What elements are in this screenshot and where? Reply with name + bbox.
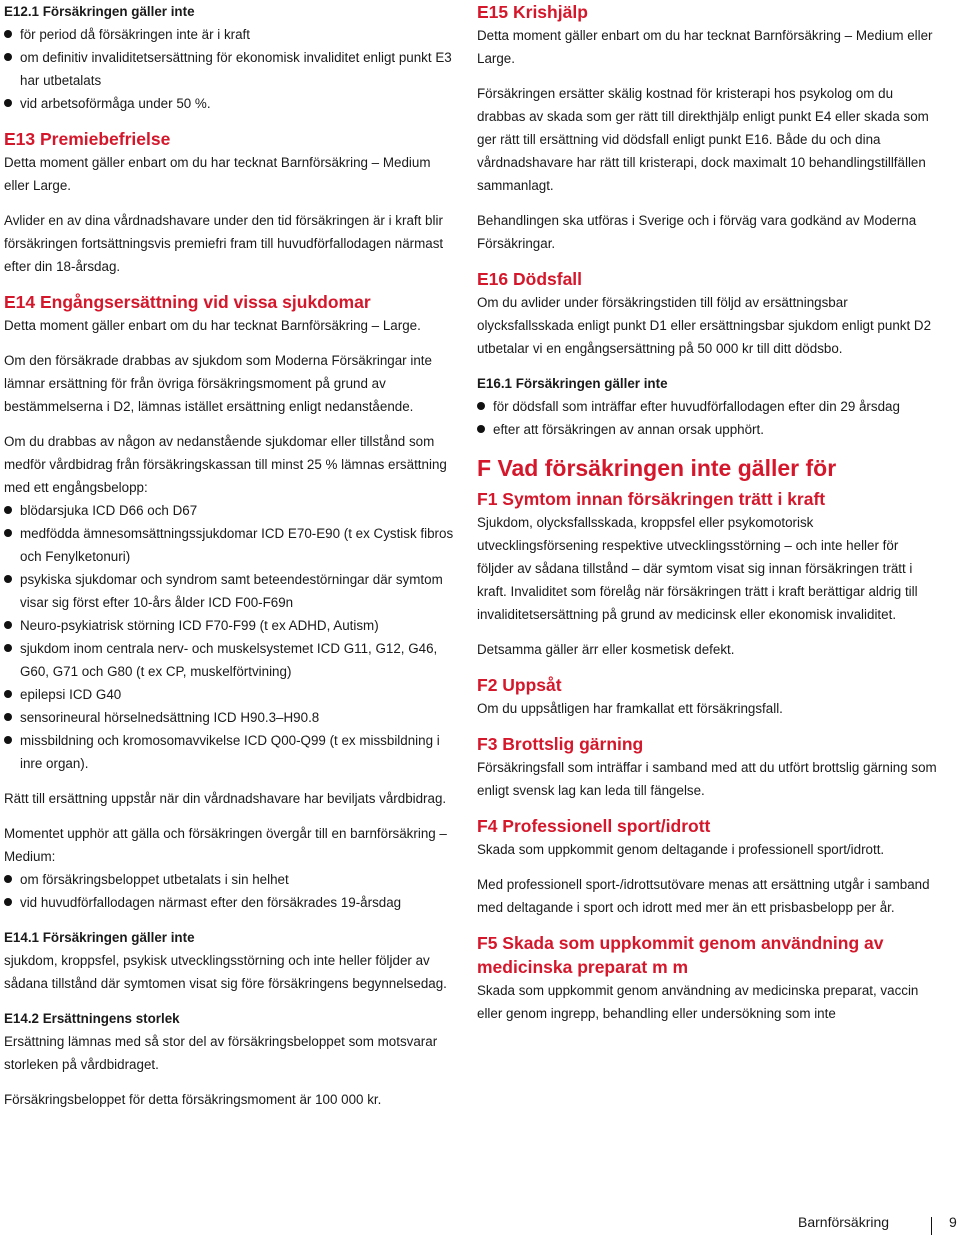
- e12-1-title: E12.1 Försäkringen gäller inte: [4, 4, 195, 19]
- e14-1-title: E14.1 Försäkringen gäller inte: [4, 930, 195, 945]
- footer-brand: Barnförsäkring: [798, 1214, 890, 1230]
- e15-note: Detta moment gäller enbart om du har tecknat Barnförsäkring – Medium eller Large.: [477, 28, 933, 66]
- e14-note: Detta moment gäller enbart om du har tecknat Barnförsäkring – Large.: [4, 318, 421, 333]
- list-item: för period då försäkringen inte är i kraft: [4, 23, 459, 46]
- f1-paragraph-1: Sjukdom, olycksfallsskada, kroppsfel eller psykomotorisk utvecklingsförsening respektive utvecklingsstörning – och inte heller för följder av sådana tillstånd – där symtom visat sig innan försäkringen trätt i kraft. Invaliditet som förelåg när försäkringen trätt i kraft berättigar aldrig till invaliditetsersättning på grund av medicinsk eller ekonomisk invaliditet.: [477, 515, 918, 622]
- list-item: blödarsjuka ICD D66 och D67: [4, 499, 459, 522]
- f2-heading: F2 Uppsåt: [477, 675, 562, 695]
- list-item: medfödda ämnesomsättningssjukdomar ICD E70-E90 (t ex Cystisk fibros och Fenylketonuri): [4, 522, 459, 568]
- f4-paragraph-1: Skada som uppkommit genom deltagande i professionell sport/idrott.: [477, 842, 885, 857]
- e14-disease-list: [4, 499, 459, 775]
- f5-heading: F5 Skada som uppkommit genom användning av medicinska preparat m m: [477, 933, 884, 977]
- f1-heading: F1 Symtom innan försäkringen trätt i kraft: [477, 489, 826, 509]
- f3-heading: F3 Brottslig gärning: [477, 734, 644, 754]
- list-item: vid huvudförfallodagen närmast efter den försäkrades 19-årsdag: [4, 891, 459, 914]
- e16-heading: E16 Dödsfall: [477, 269, 583, 289]
- e16-1-list: [477, 395, 937, 441]
- footer-divider: [931, 1217, 932, 1235]
- e13-note: Detta moment gäller enbart om du har tecknat Barnförsäkring – Medium eller Large.: [4, 155, 431, 193]
- list-item: efter att försäkringen av annan orsak upphört.: [477, 418, 937, 441]
- e13-paragraph: Avlider en av dina vårdnadshavare under den tid försäkringen är i kraft blir försäkringen fortsättningsvis premiefri fram till huvudförfallodagen närmast efter din 18-årsdag.: [4, 213, 444, 274]
- right-column: [477, 0, 937, 1037]
- e14-paragraph-4: Momentet upphör att gälla och försäkringen övergår till en barnförsäkring – Medium:: [4, 826, 447, 864]
- e16-paragraph: Om du avlider under försäkringstiden till följd av ersättningsbar olycksfallsskada enligt punkt D1 eller ersättningsbar sjukdom enligt punkt D2 utbetalar vi en engångsersättning på 50 000 kr till ditt dödsbo.: [477, 295, 932, 356]
- page-number: 9: [949, 1214, 957, 1230]
- e15-heading: E15 Krishjälp: [477, 2, 588, 22]
- e14-2-text: Ersättning lämnas med så stor del av försäkringsbeloppet som motsvarar storleken på vårdbidraget.: [4, 1034, 438, 1072]
- e14-paragraph-1: Om den försäkrade drabbas av sjukdom som Moderna Försäkringar inte lämnar ersättning för från övriga försäkringsmoment på grund av bestämmelserna i D2, lämnas istället ersättning enligt nedanstående.: [4, 353, 432, 414]
- f2-paragraph: Om du uppsåtligen har framkallat ett försäkringsfall.: [477, 701, 783, 716]
- e14-paragraph-3: Rätt till ersättning uppstår när din vårdnadshavare har beviljats vårdbidrag.: [4, 791, 447, 806]
- list-item: psykiska sjukdomar och syndrom samt beteendestörningar där symtom visar sig först efter 10-års ålder ICD F00-F69n: [4, 568, 459, 614]
- list-item: epilepsi ICD G40: [4, 683, 459, 706]
- e14-heading: E14 Engångsersättning vid vissa sjukdomar: [4, 292, 371, 312]
- list-item: om definitiv invaliditetsersättning för ekonomisk invaliditet enligt punkt E3 har utbetalats: [4, 46, 459, 92]
- e14-paragraph-2: Om du drabbas av någon av nedanstående sjukdomar eller tillstånd som medför vårdbidrag från försäkringskassan till minst 25 % lämnas ersättning med ett engångsbelopp:: [4, 434, 447, 495]
- left-column: [4, 0, 459, 1123]
- e15-paragraph-2: Behandlingen ska utföras i Sverige och i förväg vara godkänd av Moderna Försäkringar.: [477, 213, 917, 251]
- f1-paragraph-2: Detsamma gäller ärr eller kosmetisk defekt.: [477, 642, 735, 657]
- list-item: om försäkringsbeloppet utbetalats i sin helhet: [4, 868, 459, 891]
- e14-end-list: [4, 868, 459, 914]
- e14-2-title: E14.2 Ersättningens storlek: [4, 1011, 180, 1026]
- e14-1-text: sjukdom, kroppsfel, psykisk utvecklingsstörning och inte heller följder av sådana tillstånd där symtomen visat sig före försäkringens begynnelsedag.: [4, 953, 447, 991]
- e14-2-amount: Försäkringsbeloppet för detta försäkringsmoment är 100 000 kr.: [4, 1092, 382, 1107]
- list-item: sensorineural hörselnedsättning ICD H90.3–H90.8: [4, 706, 459, 729]
- list-item: för dödsfall som inträffar efter huvudförfallodagen efter din 29 årsdag: [477, 395, 937, 418]
- f5-paragraph: Skada som uppkommit genom användning av medicinska preparat, vaccin eller genom ingrepp, behandling eller undersökning som inte: [477, 983, 919, 1021]
- f4-heading: F4 Professionell sport/idrott: [477, 816, 711, 836]
- e16-1-title: E16.1 Försäkringen gäller inte: [477, 376, 668, 391]
- list-item: sjukdom inom centrala nerv- och muskelsystemet ICD G11, G12, G46, G60, G71 och G80 (t ex CP, muskelförtvining): [4, 637, 459, 683]
- e12-1-list: [4, 23, 459, 115]
- list-item: Neuro-psykiatrisk störning ICD F70-F99 (t ex ADHD, Autism): [4, 614, 459, 637]
- e15-paragraph-1: Försäkringen ersätter skälig kostnad för kristerapi hos psykolog om du drabbas av skada som ger rätt till direkthjälp enligt punkt E4 eller skada som ger rätt till ersättning vid dödsfall enligt punkt E16. Både du och dina vårdnadshavare har rätt till kristerapi, dock maximalt 10 behandlingstillfällen sammanlagt.: [477, 86, 929, 193]
- list-item: missbildning och kromosomavvikelse ICD Q00-Q99 (t ex missbildning i inre organ).: [4, 729, 459, 775]
- list-item: vid arbetsoförmåga under 50 %.: [4, 92, 459, 115]
- f-heading: F Vad försäkringen inte gäller för: [477, 455, 837, 481]
- f3-paragraph: Försäkringsfall som inträffar i samband med att du utfört brottslig gärning som enligt svensk lag kan leda till fängelse.: [477, 760, 937, 798]
- e13-heading: E13 Premiebefrielse: [4, 129, 171, 149]
- f4-paragraph-2: Med professionell sport-/idrottsutövare menas att ersättning utgår i samband med deltagande i sport och idrott med mer än ett prisbasbelopp per år.: [477, 877, 930, 915]
